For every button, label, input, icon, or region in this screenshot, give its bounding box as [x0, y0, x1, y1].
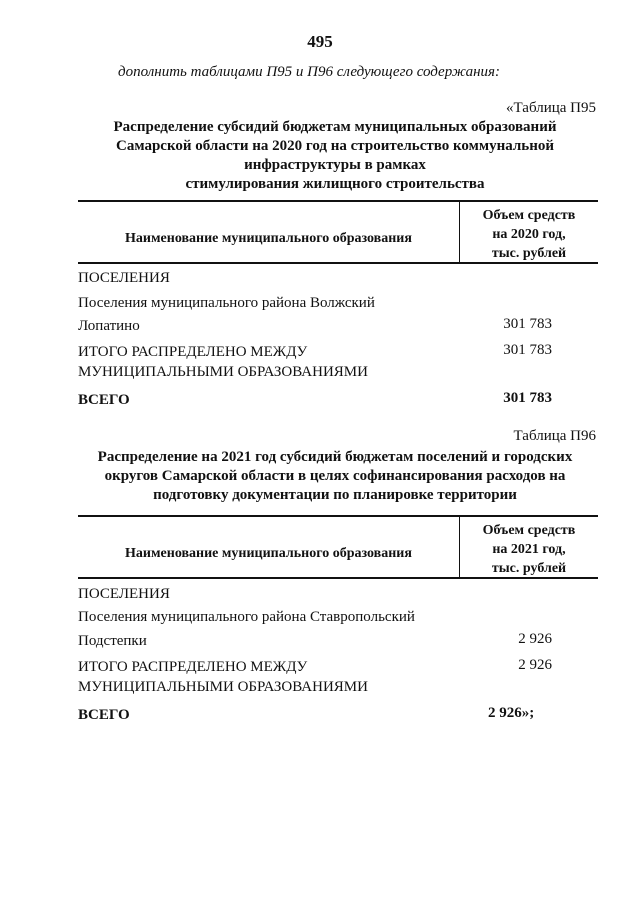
- title-line: стимулирования жилищного строительства: [185, 176, 485, 192]
- table-title: [70, 448, 600, 505]
- table-header: [78, 200, 598, 264]
- settlement-value: 301 783: [503, 316, 552, 332]
- total-distributed-line: ИТОГО РАСПРЕДЕЛЕНО МЕЖДУ: [78, 344, 308, 360]
- total-distributed-label: [78, 342, 368, 382]
- total-distributed-label: [78, 657, 368, 697]
- header-volume: [459, 202, 598, 262]
- table-label: Таблица П96: [513, 428, 596, 444]
- title-line: подготовку документации по планировке территории: [153, 487, 517, 503]
- title-line: округов Самарской области в целях софинансирования расходов на: [104, 468, 566, 484]
- section-label: ПОСЕЛЕНИЯ: [78, 270, 170, 286]
- header-volume-line: Объем средств: [482, 523, 576, 538]
- section-label: ПОСЕЛЕНИЯ: [78, 586, 170, 602]
- settlement-value: 2 926: [518, 631, 552, 647]
- header-name: Наименование муниципального образования: [125, 231, 412, 246]
- total-distributed-value: 2 926: [518, 657, 552, 673]
- table-header: [78, 515, 598, 579]
- header-volume: [459, 517, 598, 577]
- total-distributed-line: МУНИЦИПАЛЬНЫМИ ОБРАЗОВАНИЯМИ: [78, 364, 368, 380]
- grand-total-value: 2 926»;: [488, 705, 535, 721]
- intro-text: дополнить таблицами П95 и П96 следующего содержания:: [118, 64, 500, 80]
- district-label: Поселения муниципального района Ставропольский: [78, 609, 415, 625]
- settlement-name: Подстепки: [78, 633, 147, 649]
- total-distributed-line: МУНИЦИПАЛЬНЫМИ ОБРАЗОВАНИЯМИ: [78, 679, 368, 695]
- header-name: Наименование муниципального образования: [125, 546, 412, 561]
- header-volume-line: тыс. рублей: [491, 246, 567, 261]
- grand-total-label: ВСЕГО: [78, 392, 130, 408]
- district-label: Поселения муниципального района Волжский: [78, 295, 375, 311]
- total-distributed-line: ИТОГО РАСПРЕДЕЛЕНО МЕЖДУ: [78, 659, 308, 675]
- table-title: [70, 118, 600, 194]
- page-number: 495: [307, 32, 333, 51]
- title-line: Распределение субсидий бюджетам муниципальных образований: [113, 119, 557, 135]
- settlement-name: Лопатино: [78, 318, 140, 334]
- header-volume-line: на 2021 год,: [492, 542, 566, 557]
- grand-total-label: ВСЕГО: [78, 707, 130, 723]
- title-line: Распределение на 2021 год субсидий бюджетам поселений и городских: [97, 449, 573, 465]
- header-volume-line: на 2020 год,: [492, 227, 566, 242]
- title-line: инфраструктуры в рамках: [244, 157, 426, 173]
- header-volume-line: тыс. рублей: [491, 561, 567, 576]
- title-line: Самарской области на 2020 год на строительство коммунальной: [116, 138, 554, 154]
- table-label: «Таблица П95: [506, 100, 596, 116]
- grand-total-value: 301 783: [503, 390, 552, 406]
- total-distributed-value: 301 783: [503, 342, 552, 358]
- header-volume-line: Объем средств: [482, 208, 576, 223]
